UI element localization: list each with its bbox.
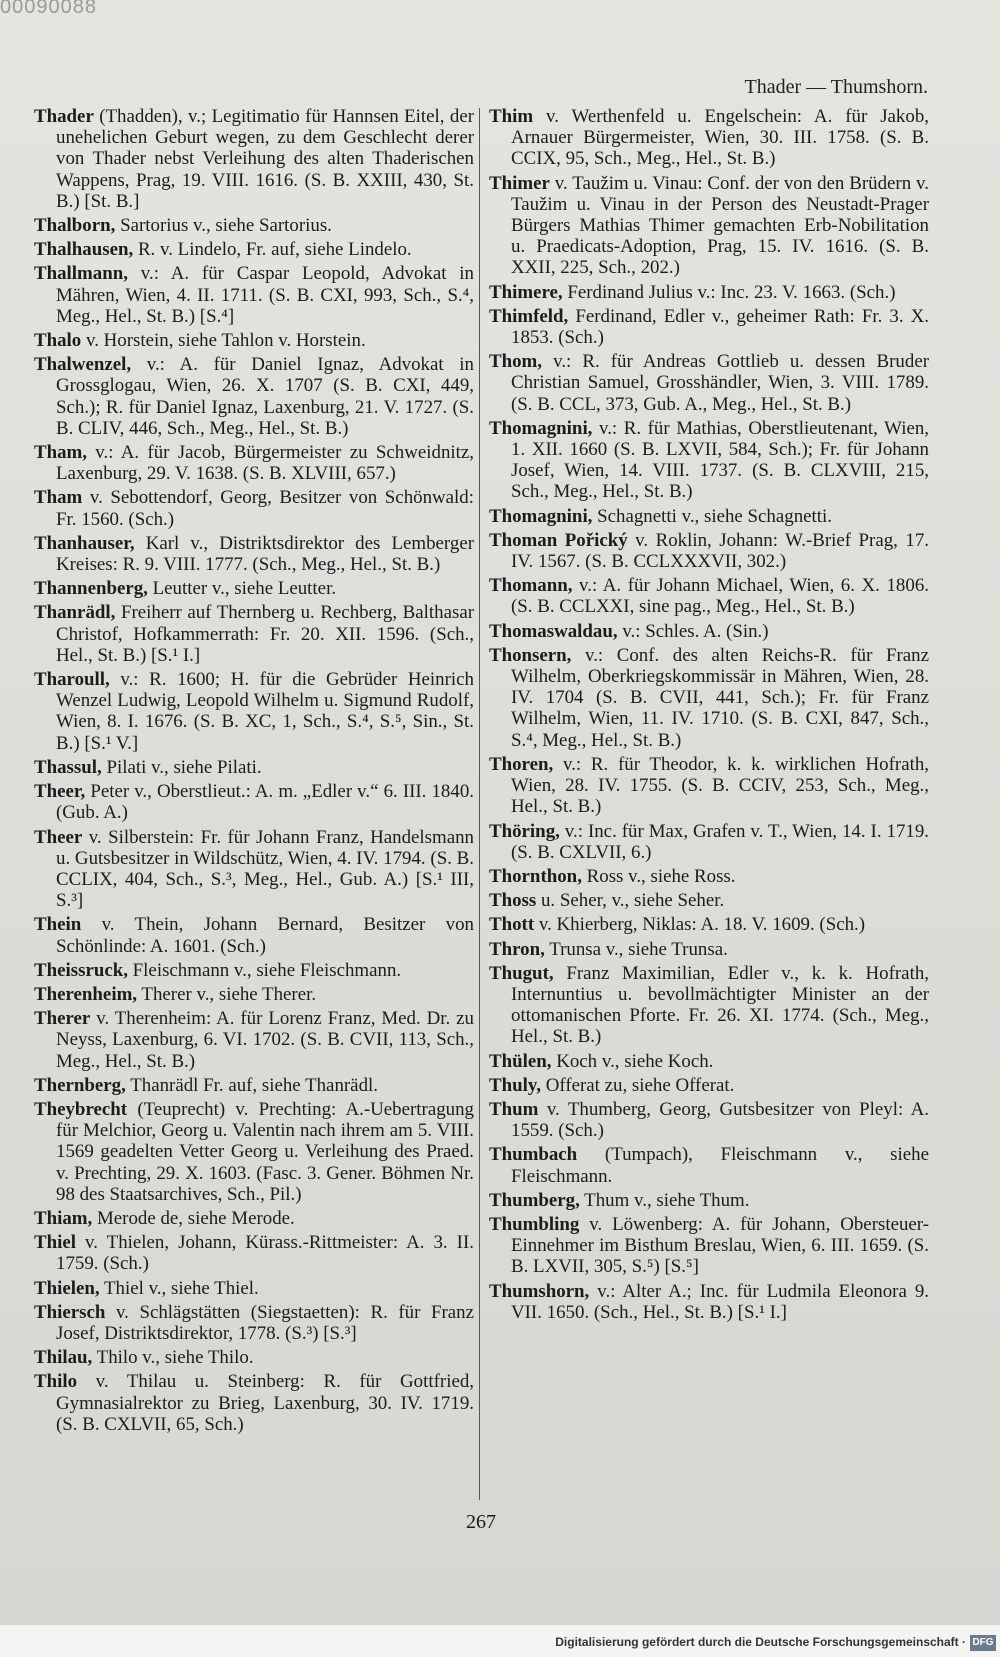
entry-headword: Thannenberg, (34, 578, 148, 600)
entry-headword: Thöring, (489, 820, 560, 842)
lexicon-entry (489, 1214, 929, 1278)
entry-text: v. Löwenberg: A. für Johann, Obersteuer-Einnehmer im Bisthum Breslau, Wien, 6. III. 1659. (S. B. LXVII, 305, S.⁵) [S.⁵] (511, 1213, 929, 1278)
lexicon-entry (489, 418, 929, 503)
entry-headword: Thalborn, (34, 215, 116, 237)
lexicon-entry (489, 506, 929, 527)
entry-headword: Thernberg, (34, 1074, 126, 1096)
entry-text: Sartorius v., siehe Sartorius. (115, 215, 332, 237)
entry-headword: Thilo (34, 1371, 78, 1393)
entry-headword: Thalhausen, (34, 239, 134, 261)
lexicon-entry (34, 239, 474, 260)
entry-text: Ross v., siehe Ross. (581, 865, 736, 887)
entry-text: v. Thumberg, Georg, Gutsbesitzer von Pleyl: A. 1559. (Sch.) (511, 1098, 929, 1142)
lexicon-entry (489, 963, 929, 1048)
dfg-logo: DFG (970, 1635, 996, 1651)
column-divider (479, 108, 480, 1500)
entry-text: Peter v., Oberstlieut.: A. m. „Edler v.“ 6. III. 1840. (Gub. A.) (56, 781, 474, 824)
lexicon-entry (489, 866, 929, 887)
entry-text: Pilati v., siehe Pilati. (101, 756, 262, 778)
entry-text: v. Schlägstätten (Siegstaetten): R. für Franz Josef, Distriktsdirektor, 1778. (S.³) [S.³] (56, 1301, 474, 1344)
lexicon-entry (489, 1144, 929, 1186)
entry-text: Fleischmann v., siehe Fleischmann. (127, 959, 402, 981)
right-column (489, 106, 929, 1323)
lexicon-entry (489, 530, 929, 572)
lexicon-entry (489, 1051, 929, 1072)
lexicon-entry (489, 621, 929, 642)
lexicon-entry (34, 354, 474, 439)
scan-stamp: 00090088 (0, 0, 97, 18)
entry-text: Therer v., siehe Therer. (137, 983, 317, 1005)
entry-headword: Thum (489, 1098, 539, 1120)
entry-headword: Thein (34, 914, 82, 936)
lexicon-entry (489, 282, 929, 303)
lexicon-entry (34, 960, 474, 981)
left-column (34, 106, 474, 1435)
entry-text: Thum v., siehe Thum. (579, 1189, 750, 1211)
page-number: 267 (466, 1511, 496, 1533)
lexicon-entry (34, 602, 474, 666)
lexicon-entry (34, 1232, 474, 1274)
entry-text: Karl v., Distriktsdirektor des Lemberger Kreises: R. 9. VIII. 1777. (Sch., Meg., Hel., St. B.) (56, 532, 474, 576)
lexicon-entry (34, 442, 474, 484)
lexicon-entry (489, 1281, 929, 1323)
entry-text: v.: Alter A.; Inc. für Ludmila Eleonora 9. VII. 1650. (Sch., Hel., St. B.) [S.¹ I.] (511, 1280, 929, 1323)
entry-headword: Theissruck, (34, 959, 128, 981)
entry-text: Leutter v., siehe Leutter. (147, 578, 337, 600)
lexicon-entry (34, 669, 474, 754)
entry-text: v. Roklin, Johann: W.-Brief Prag, 17. IV. 1567. (S. B. CCLXXXVII, 302.) (511, 529, 929, 573)
entry-text: (Thadden), v.; Legitimatio für Hannsen Eitel, der unehelichen Geburt wegen, zu dem Geschlecht derer von Thader nebst Verleihung des alten Thaderischen Wappens, Prag, 19. VIII. 1616. (S. B. XXIII, 430, St. B.) [St. B.] (56, 106, 474, 212)
entry-headword: Tharoull, (34, 669, 110, 691)
lexicon-entry (34, 487, 474, 529)
entry-headword: Thuly, (489, 1074, 541, 1096)
lexicon-entry (34, 984, 474, 1005)
entry-headword: Thiersch (34, 1301, 106, 1323)
entry-text: v.: R. 1600; H. für die Gebrüder Heinrich Wenzel Ludwig, Leopold Wilhelm u. Sigmund Rudolf, Wien, 8. I. 1676. (S. B. XC, 1, Sch., S.⁴, S.⁵, Sin., St. B.) [S.¹ V.] (56, 669, 474, 754)
lexicon-entry (34, 263, 474, 327)
entry-headword: Theer (34, 826, 83, 848)
entry-text: v. Thein, Johann Bernard, Besitzer von Schönlinde: A. 1601. (Sch.) (56, 914, 474, 957)
entry-headword: Thiam, (34, 1207, 93, 1229)
lexicon-entry (489, 890, 929, 911)
entry-headword: Thassul, (34, 756, 102, 778)
entry-headword: Thron, (489, 938, 545, 960)
entry-headword: Thomagnini, (489, 417, 593, 439)
lexicon-entry (34, 215, 474, 236)
entry-headword: Thanhauser, (34, 532, 135, 554)
entry-headword: Tham (34, 487, 83, 509)
entry-text: v.: A. für Daniel Ignaz, Advokat in Grossglogau, Wien, 26. X. 1707 (S. B. CXI, 449, Sch.); R. für Daniel Ignaz, Laxenburg, 21. V. 1727. (S. B. CLIV, 446, Sch., Meg., Hel., St. B.) (56, 354, 474, 439)
footer-credit: Digitalisierung gefördert durch die Deutsche Forschungsgemeinschaft · (555, 1635, 966, 1649)
entry-text: Merode de, siehe Merode. (92, 1207, 295, 1229)
lexicon-entry (34, 106, 474, 212)
digitization-footer (0, 1625, 1000, 1657)
entry-text: v.: Schles. A. (Sin.) (617, 620, 769, 642)
entry-headword: Tham, (34, 442, 88, 464)
entry-headword: Thallmann, (34, 263, 128, 285)
entry-headword: Thom, (489, 351, 543, 373)
entry-text: v.: R. für Andreas Gottlieb u. dessen Bruder Christian Samuel, Grosshändler, Wien, 3. VIII. 1789. (S. B. CCL, 373, Gub. A., Meg., Hel., St. B.) (511, 351, 929, 415)
entry-text: v.: A. für Johann Michael, Wien, 6. X. 1806. (S. B. CCLXXI, sine pag., Meg., Hel., St. B.) (511, 575, 929, 618)
lexicon-entry (489, 575, 929, 617)
entry-text: v. Horstein, siehe Tahlon v. Horstein. (81, 330, 366, 352)
lexicon-entry (489, 821, 929, 863)
entry-text: Trunsa v., siehe Trunsa. (544, 938, 728, 960)
entry-text: v.: R. für Mathias, Oberstlieutenant, Wien, 1. XII. 1660 (S. B. LXVII, 584, Sch.); Fr. für Johann Josef, Wien, 14. VIII. 1737. (S. B. CLXVIII, 215, Sch., Meg., Hel., St. B.) (511, 417, 929, 503)
entry-headword: Thim (489, 106, 534, 127)
lexicon-entry (34, 827, 474, 912)
lexicon-entry (489, 351, 929, 415)
lexicon-entry (489, 914, 929, 935)
lexicon-entry (34, 781, 474, 823)
entry-headword: Theer, (34, 781, 86, 803)
lexicon-entry (489, 106, 929, 170)
lexicon-entry (489, 1190, 929, 1211)
entry-headword: Therenheim, (34, 983, 138, 1005)
entry-headword: Thader (34, 106, 94, 127)
entry-text: v.: A. für Jacob, Bürgermeister zu Schweidnitz, Laxenburg, 29. V. 1638. (S. B. XLVIII, 657.) (56, 442, 474, 485)
entry-headword: Thonsern, (489, 644, 572, 666)
entry-text: Freiherr auf Thernberg u. Rechberg, Balthasar Christof, Hofkammerrath: Fr. 20. XII. 1596. (Sch., Hel., St. B.) [S.¹ I.] (56, 602, 474, 666)
entry-text: Offerat zu, siehe Offerat. (541, 1074, 735, 1096)
entry-text: v.: Conf. des alten Reichs-R. für Franz Wilhelm, Oberkriegskommissär in Mähren, Wien, 28. IV. 1704 (S. B. CVII, 441, Sch.); Fr. für Franz Wilhelm, Wien, 11. IV. 1710. (S. B. CXI, 847, Sch., S.⁴, Meg., Hel., St. B.) (511, 644, 929, 751)
lexicon-entry (34, 533, 474, 575)
entry-headword: Thilau, (34, 1347, 93, 1369)
lexicon-entry (34, 1075, 474, 1096)
lexicon-entry (489, 754, 929, 818)
lexicon-entry (489, 1075, 929, 1096)
entry-text: v. Silberstein: Fr. für Johann Franz, Handelsmann u. Gutsbesitzer in Wildschütz, Wien, 4. IV. 1794. (S. B. CCLIX, 404, Sch., S.³, Meg., Hel., Gub. A.) [S.¹ III, S.³] (56, 826, 474, 912)
entry-text: Thanrädl Fr. auf, siehe Thanrädl. (125, 1074, 378, 1096)
entry-headword: Thimere, (489, 281, 563, 303)
entry-headword: Theybrecht (34, 1098, 128, 1120)
entry-headword: Thielen, (34, 1277, 100, 1299)
lexicon-entry (489, 939, 929, 960)
entry-headword: Thiel (34, 1232, 76, 1254)
lexicon-entry (34, 1008, 474, 1072)
entry-text: (Tumpach), Fleischmann v., siehe Fleischmann. (511, 1144, 929, 1187)
lexicon-entry (489, 645, 929, 751)
lexicon-entry (34, 1347, 474, 1368)
lexicon-entry (34, 1099, 474, 1205)
lexicon-entry (489, 173, 929, 279)
running-head: Thader — Thumshorn. (744, 76, 928, 98)
entry-headword: Thumshorn, (489, 1280, 590, 1302)
entry-text: v. Werthenfeld u. Engelschein: A. für Jakob, Arnauer Bürgermeister, Wien, 30. III. 1758. (S. B. CCIX, 95, Sch., Meg., Hel., St. B.) (511, 106, 929, 170)
lexicon-entry (34, 1371, 474, 1435)
lexicon-entry (34, 757, 474, 778)
entry-text: v.: Inc. für Max, Grafen v. T., Wien, 14. I. 1719. (S. B. CXLVII, 6.) (511, 820, 929, 863)
lexicon-entry (34, 1302, 474, 1344)
entry-headword: Thornthon, (489, 865, 582, 887)
entry-text: Franz Maximilian, Edler v., k. k. Hofrath, Internuntius u. bevollmächtigter Minister an der ottomanischen Pforte. Fr. 26. XI. 1774. (Sch., Meg., Hel., St. B.) (511, 962, 929, 1048)
entry-text: Ferdinand Julius v.: Inc. 23. V. 1663. (Sch.) (562, 281, 896, 303)
entry-text: v. Thilau u. Steinberg: R. für Gottfried, Gymnasialrektor zu Brieg, Laxenburg, 30. IV. 1719. (S. B. CXLVII, 65, Sch.) (56, 1371, 474, 1435)
entry-text: v. Sebottendorf, Georg, Besitzer von Schönwald: Fr. 1560. (Sch.) (56, 487, 474, 530)
entry-headword: Thoss (489, 890, 537, 912)
entry-headword: Thugut, (489, 962, 554, 984)
entry-headword: Thott (489, 914, 535, 936)
lexicon-entry (34, 330, 474, 351)
entry-text: Thiel v., siehe Thiel. (99, 1277, 259, 1299)
entry-headword: Thumbach (489, 1144, 578, 1166)
entry-text: Koch v., siehe Koch. (551, 1050, 714, 1072)
entry-text: v. Taužim u. Vinau: Conf. der von den Brüdern v. Taužim u. Vinau in der Person des Neustadt-Prager Bürgers Mathias Thimer gemachten Erb-Nobilitation u. Praedicats-Adoption, Prag, 15. IV. 1616. (S. B. XXII, 225, Sch., 202.) (511, 172, 929, 279)
entry-headword: Thanrädl, (34, 602, 116, 624)
entry-text: (Teuprecht) v. Prechting: A.-Uebertragung für Melchior, Georg u. Valentin nach ihrem am 5. VIII. 1569 geadelten Vetter Georg u. Verleihung des Praed. v. Prechting, 29. X. 1603. (Fasc. 3. Gener. Böhmen Nr. 98 des Staatsarchives, Sch., Pil.) (56, 1098, 474, 1205)
entry-headword: Thimer (489, 172, 550, 194)
entry-text: v. Khierberg, Niklas: A. 18. V. 1609. (Sch.) (534, 914, 866, 936)
entry-headword: Thoman Pořický (489, 529, 628, 551)
entry-headword: Thalo (34, 330, 82, 352)
entry-headword: Thomaswaldau, (489, 620, 618, 642)
entry-headword: Therer (34, 1008, 91, 1030)
entry-headword: Thülen, (489, 1050, 552, 1072)
entry-headword: Thimfeld, (489, 305, 569, 327)
lexicon-entry (489, 1099, 929, 1141)
entry-text: R. v. Lindelo, Fr. auf, siehe Lindelo. (133, 239, 412, 261)
lexicon-entry (489, 306, 929, 348)
entry-headword: Thumbling (489, 1213, 580, 1235)
entry-headword: Thalwenzel, (34, 354, 132, 376)
entry-headword: Thomann, (489, 575, 573, 597)
entry-text: v.: R. für Theodor, k. k. wirklichen Hofrath, Wien, 28. IV. 1755. (S. B. CCIV, 253, Sch., Meg., Hel., St. B.) (511, 753, 929, 818)
entry-text: Schagnetti v., siehe Schagnetti. (592, 505, 832, 527)
lexicon-entry (34, 578, 474, 599)
entry-headword: Thomagnini, (489, 505, 593, 527)
lexicon-entry (34, 1278, 474, 1299)
lexicon-entry (34, 1208, 474, 1229)
entry-text: v. Thielen, Johann, Kürass.-Rittmeister: A. 3. II. 1759. (Sch.) (56, 1232, 474, 1275)
entry-text: v.: A. für Caspar Leopold, Advokat in Mähren, Wien, 4. II. 1711. (S. B. CXI, 993, Sch., S.⁴, Meg., Hel., St. B.) [S.⁴] (56, 263, 474, 327)
entry-text: Thilo v., siehe Thilo. (92, 1347, 254, 1369)
entry-text: Ferdinand, Edler v., geheimer Rath: Fr. 3. X. 1853. (Sch.) (511, 305, 929, 349)
lexicon-entry (34, 914, 474, 956)
entry-headword: Thumberg, (489, 1189, 580, 1211)
entry-text: v. Therenheim: A. für Lorenz Franz, Med. Dr. zu Neyss, Laxenburg, 6. VI. 1702. (S. B. CVII, 113, Sch., Meg., Hel., St. B.) (56, 1008, 474, 1072)
entry-text: u. Seher, v., siehe Seher. (536, 890, 725, 912)
entry-headword: Thoren, (489, 753, 554, 775)
